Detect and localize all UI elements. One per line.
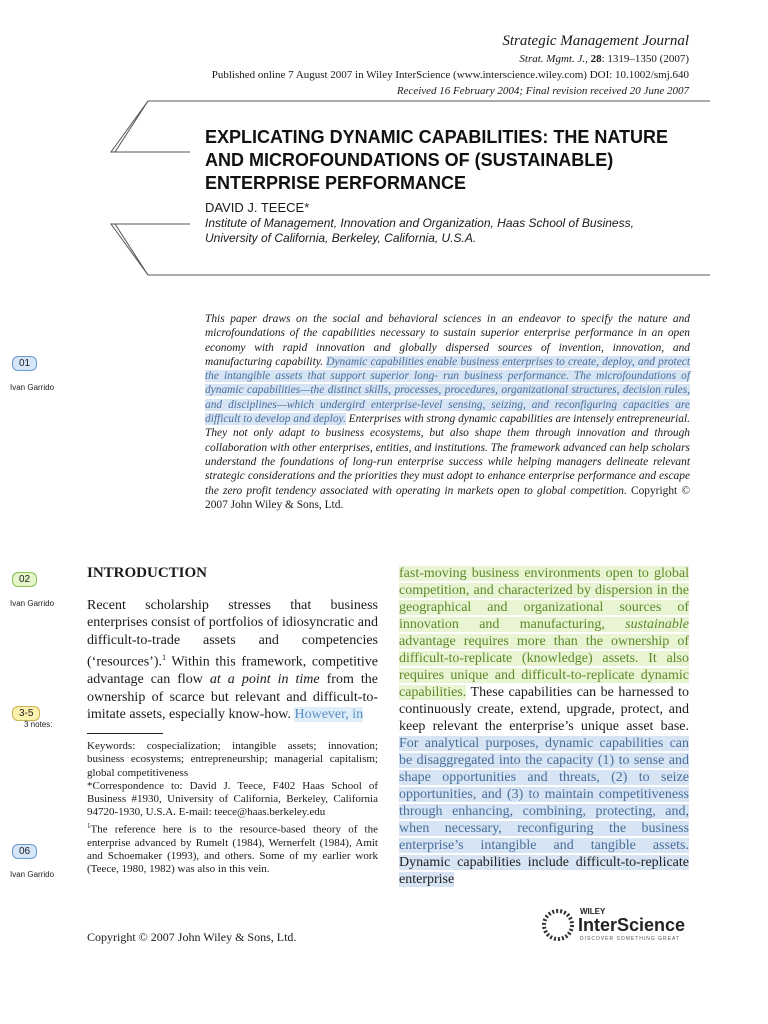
footnote-divider [87, 733, 163, 734]
logo-tagline: DISCOVER SOMETHING GREAT [580, 936, 681, 942]
footnote-marker[interactable]: 1 [162, 653, 167, 663]
body-text: from the ownership of scarce but relevant and difficult-to-imitate assets, especially know-how. [87, 672, 378, 723]
section-heading: INTRODUCTION [87, 565, 208, 581]
title-line: EXPLICATING DYNAMIC CAPABILITIES: THE NATURE [205, 127, 668, 147]
body-text: These capabilities can be harnessed to continuously create, extend, upgrade, protect, and keep relevant the enterprise’s unique asset base. [399, 685, 689, 734]
abstract-text: This paper draws on the social and behavioral sciences in an endeavor to specify the nature and microfoundations of the capabilities necessary to sustain superior enterprise performance in an open economy with rapid innovation and globally dispersed sources of invention, innovation, and manufacturing capability. [205, 313, 690, 368]
body-text: Within this framework, competitive advantage can flow [87, 654, 378, 688]
title-frame-left [110, 100, 210, 276]
affiliation-line: Institute of Management, Innovation and Organization, Haas School of Business, [205, 216, 634, 230]
body-text: Recent scholarship stresses that business enterprises consist of portfolios of idiosyncratic and difficult-to-trade assets and competencies (‘resources’). [87, 598, 378, 670]
annotation-badge[interactable]: 06 [12, 844, 37, 859]
annotation-badge[interactable]: 3-5 [12, 706, 40, 721]
highlight-06[interactable]: For analytical purposes, dynamic capabilities can be disaggregated into the capacity (1) to sense and shape opportunities and threats, (2) to seize opportunities, and (3) to maintain competitiveness through enhancing, combining, protecting, and, when necessary, reconfiguring the business enterprise’s intangible and tangible assets. [399, 736, 689, 853]
highlight-02[interactable]: fast-moving business environments open to global competition, and characterized by dispersion in the geographical and organizational sources of innovation and manufacturing, [399, 566, 689, 632]
keywords: Keywords: cospecialization; intangible assets; innovation; business ecosystems; entrepreneurship; managerial capitalism; global competitiveness [87, 740, 378, 779]
highlight-06-tail[interactable]: Dynamic capabilities include difficult-to-replicate enterprise [399, 855, 689, 887]
title-line: ENTERPRISE PERFORMANCE [205, 173, 467, 193]
annotation-marker-02[interactable] [12, 569, 37, 587]
annotation-marker-01[interactable] [12, 353, 37, 371]
footnote-number: 1 [87, 821, 91, 830]
article-title [205, 126, 705, 195]
footer-copyright: Copyright © 2007 John Wiley & Sons, Ltd. [87, 930, 297, 944]
footnotes [87, 740, 378, 877]
abstract-text: Enterprises with strong dynamic capabilities are intensely entrepreneurial. They not only adapt to business ecosystems, but also shape them through innovation and through collaboration with other enterprises, entities, and institutions. The framework advanced can help scholars understand the foundations of long-run enterprise success while helping managers delineate relevant strategic considerations and the priorities they must adopt to enhance enterprise performance and escape the zero profit tendency associated with operating in markets open to global competition. [205, 413, 690, 497]
annotation-user: Ivan Garrido [10, 870, 55, 879]
citation-prefix: Strat. Mgmt. J., [519, 53, 591, 65]
citation-suffix: : 1319–1350 (2007) [601, 53, 689, 65]
abstract-copyright: Copyright © 2007 John Wiley & Sons, Ltd. [205, 484, 690, 511]
logo-wiley: WILEY [580, 907, 606, 916]
column-2-paragraph [399, 565, 689, 888]
highlight-02-start[interactable]: However, in [294, 707, 364, 723]
annotation-user: 3 notes: [24, 720, 53, 729]
annotation-marker-06[interactable] [12, 841, 37, 859]
annotation-badge[interactable]: 02 [12, 572, 37, 587]
citation-line [519, 53, 689, 65]
highlight-01[interactable]: Dynamic capabilities enable business enterprises to create, deploy, and protect the intangible assets that support superior long- run business performance. The microfoundations of dynamic capabilities—the distinct skills, processes, procedures, organizational structures, decision rules, and disciplines—which undergird enterprise-level sensing, seizing, and reconfiguring capacities are difficult to develop and deploy. [205, 355, 690, 426]
highlight-02-italic[interactable]: sustainable [625, 617, 689, 632]
correspondence: *Correspondence to: David J. Teece, F402 Haas School of Business #1930, University of California, Berkeley, California 94720-1930, U.S.A. E-mail: teece@haas.berkeley.edu [87, 779, 378, 819]
intro-paragraph [87, 597, 378, 724]
received-line: Received 16 February 2004; Final revision received 20 June 2007 [396, 85, 689, 97]
highlight-02[interactable]: advantage requires more than the ownership of difficult-to-replicate (knowledge) assets. It also requires unique and difficult-to-replicate dynamic capabilities. [399, 634, 689, 700]
annotation-user: Ivan Garrido [10, 599, 55, 608]
title-line: AND MICROFOUNDATIONS OF (SUSTAINABLE) [205, 150, 614, 170]
annotation-user: Ivan Garrido [10, 383, 55, 392]
published-line: Published online 7 August 2007 in Wiley InterScience (www.interscience.wiley.com) DOI: 10.1002/smj.640 [211, 69, 689, 81]
abstract [205, 312, 690, 512]
author-name: DAVID J. TEECE* [205, 200, 310, 215]
globe-icon [540, 907, 576, 943]
footnote-text: The reference here is to the resource-based theory of the enterprise advanced by Rumelt (1984), Wernerfelt (1984), Amit and Schoemaker (1993), and others. Some of my earlier work (Teece, 1980, 1982) was also in this vein. [87, 823, 378, 876]
body-italic: at a point in time [209, 672, 320, 688]
citation-volume: 28 [590, 53, 602, 65]
journal-name: Strategic Management Journal [502, 33, 689, 49]
wiley-interscience-logo [540, 905, 690, 945]
annotation-marker-3-5[interactable] [12, 703, 40, 721]
annotation-badge[interactable]: 01 [12, 356, 37, 371]
affiliation-line: University of California, Berkeley, California, U.S.A. [205, 231, 477, 245]
affiliation [205, 216, 705, 246]
logo-interscience: InterScience [578, 915, 686, 935]
